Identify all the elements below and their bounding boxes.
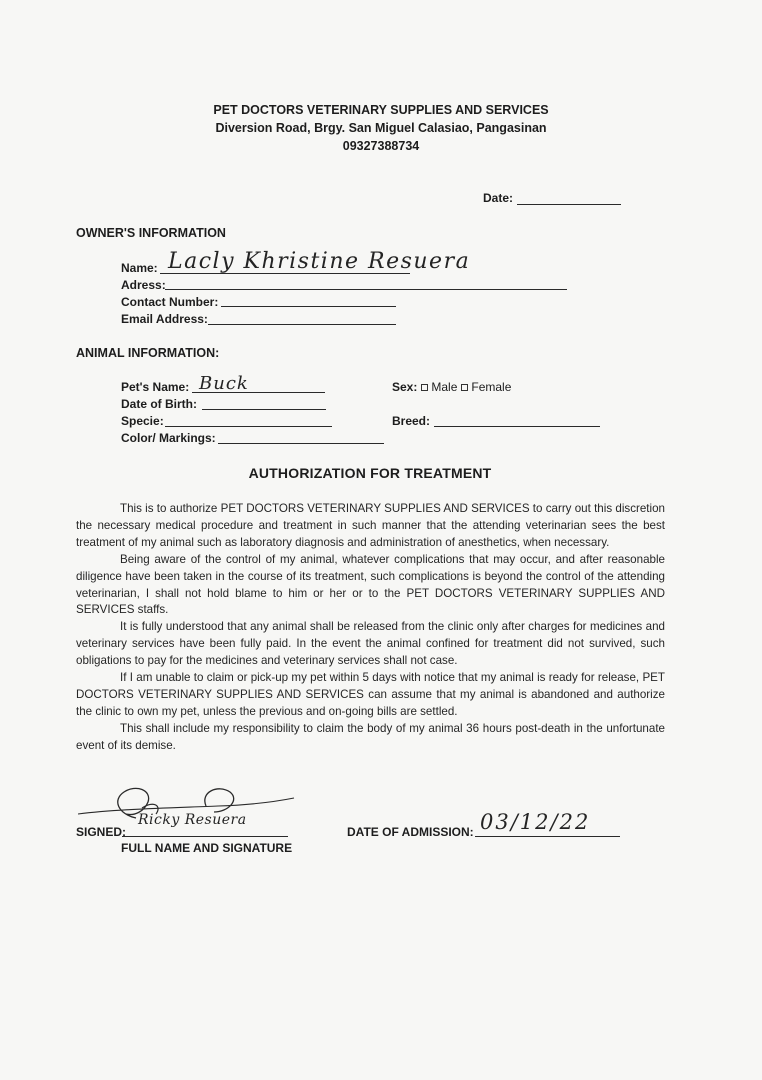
breed-label: Breed: — [392, 414, 431, 428]
breed-field[interactable] — [434, 426, 600, 427]
pet-name-label: Pet's Name: — [121, 380, 190, 394]
owner-contact-label: Contact Number: — [121, 295, 219, 309]
specie-label: Specie: — [121, 414, 164, 428]
date-of-admission-handwritten: 03/12/22 — [480, 810, 591, 834]
business-address: Diversion Road, Brgy. San Miguel Calasiao, Pangasinan — [215, 121, 547, 135]
owner-address-field[interactable] — [165, 289, 567, 290]
specie-field[interactable] — [165, 426, 332, 427]
pet-name-handwritten: Buck — [199, 373, 249, 394]
owner-section-title: OWNER'S INFORMATION — [76, 226, 226, 240]
signature-handwritten: Ricky Resuera — [138, 812, 247, 828]
dob-label: Date of Birth: — [121, 397, 197, 411]
date-field[interactable] — [517, 204, 621, 205]
owner-address-label: Adress: — [121, 278, 166, 292]
owner-email-field[interactable] — [208, 324, 396, 325]
authorization-paragraph: This is to authorize PET DOCTORS VETERINARY SUPPLIES AND SERVICES to carry out this discretion the necessary medical procedure and treatment in such manner that the attending veterinarian sees the best treatment of my animal such as laboratory diagnosis and administration of anesthetics, when necessary. — [76, 502, 665, 549]
authorization-paragraph: Being aware of the control of my animal, whatever complications that may occur, and after reasonable diligence have been taken in the course of its treatment, such complications is beyond the control of the attending veterinarian, I shall not hold blame to him or her or to the PET DOCTORS VETERINARY SUPPLIES AND SERVICES staffs. — [76, 552, 665, 617]
owner-contact-field[interactable] — [221, 306, 396, 307]
authorization-body — [76, 501, 665, 755]
signature-caption: FULL NAME AND SIGNATURE — [121, 841, 293, 855]
authorization-paragraph: This shall include my responsibility to claim the body of my animal 36 hours post-death in the unfortunate event of its demise. — [76, 721, 665, 752]
date-label: Date: — [483, 191, 514, 205]
date-of-admission-label: DATE OF ADMISSION: — [347, 825, 474, 839]
authorization-paragraph: It is fully understood that any animal shall be released from the clinic only after charges for medicines and veterinary services have been fully paid. In the event the animal confined for treatment did not survived, such obligations to pay for the medicines and veterinary services shall not case. — [76, 620, 665, 668]
sex-row — [392, 380, 511, 394]
owner-email-label: Email Address: — [121, 312, 208, 326]
male-option-label: Male — [431, 380, 458, 394]
female-checkbox[interactable] — [461, 384, 468, 391]
owner-name-handwritten: Lacly Khristine Resuera — [168, 249, 471, 274]
animal-section-title: ANIMAL INFORMATION: — [76, 346, 220, 360]
authorization-paragraph: If I am unable to claim or pick-up my pet within 5 days with notice that my animal is ready for release, PET DOCTORS VETERINARY SUPPLIES AND SERVICES can assume that my animal is abandoned and authorize the clinic to own my pet, unless the previous and on-going bills are settled. — [76, 671, 665, 718]
color-markings-label: Color/ Markings: — [121, 431, 216, 445]
sex-label: Sex: — [392, 380, 418, 394]
signature-field[interactable] — [122, 836, 288, 837]
male-checkbox[interactable] — [421, 384, 428, 391]
dob-field[interactable] — [202, 409, 326, 410]
business-phone: 09327388734 — [342, 139, 420, 153]
owner-name-label: Name: — [121, 261, 158, 275]
date-of-admission-field[interactable] — [475, 836, 620, 837]
business-name: PET DOCTORS VETERINARY SUPPLIES AND SERVICES — [213, 103, 549, 117]
authorization-title: AUTHORIZATION FOR TREATMENT — [248, 465, 492, 481]
signed-label: SIGNED: — [76, 825, 127, 839]
female-option-label: Female — [471, 380, 512, 394]
color-markings-field[interactable] — [218, 443, 384, 444]
